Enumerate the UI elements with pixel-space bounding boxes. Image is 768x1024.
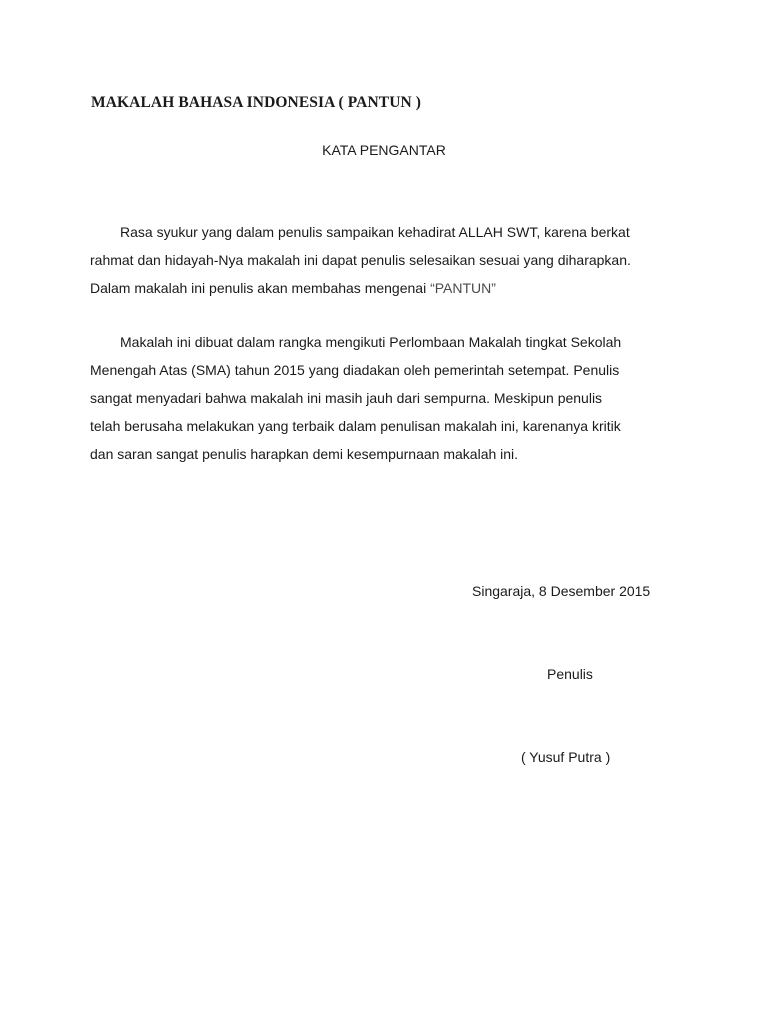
paragraph-line: Makalah ini dibuat dalam rangka mengikuti Perlombaan Makalah tingkat Sekolah xyxy=(120,334,622,350)
place-date: Singaraja, 8 Desember 2015 xyxy=(472,583,651,599)
paragraph-line xyxy=(90,274,680,302)
paragraph-line: Rasa syukur yang dalam penulis sampaikan kehadirat ALLAH SWT, karena berkat xyxy=(120,224,630,240)
document-title: MAKALAH BAHASA INDONESIA ( PANTUN ) xyxy=(91,94,422,111)
paragraph-line-text: Dalam makalah ini penulis akan membahas mengenai xyxy=(90,280,431,296)
paragraph-line: telah berusaha melakukan yang terbaik dalam penulisan makalah ini, karenanya kritik xyxy=(90,418,621,434)
section-heading: KATA PENGANTAR xyxy=(322,142,446,158)
paragraph-line: rahmat dan hidayah-Nya makalah ini dapat penulis selesaikan sesuai yang diharapkan. xyxy=(90,252,631,268)
author-role: Penulis xyxy=(547,666,593,682)
paragraph-purpose xyxy=(90,328,680,468)
paragraph-intro xyxy=(90,218,680,302)
paragraph-line: sangat menyadari bahwa makalah ini masih jauh dari sempurna. Meskipun penulis xyxy=(90,390,603,406)
author-name: ( Yusuf Putra ) xyxy=(521,749,611,765)
paragraph-line: Menengah Atas (SMA) tahun 2015 yang diadakan oleh pemerintah setempat. Penulis xyxy=(90,362,620,378)
quoted-topic: “PANTUN” xyxy=(430,280,496,296)
paragraph-line: dan saran sangat penulis harapkan demi kesempurnaan makalah ini. xyxy=(90,446,519,462)
